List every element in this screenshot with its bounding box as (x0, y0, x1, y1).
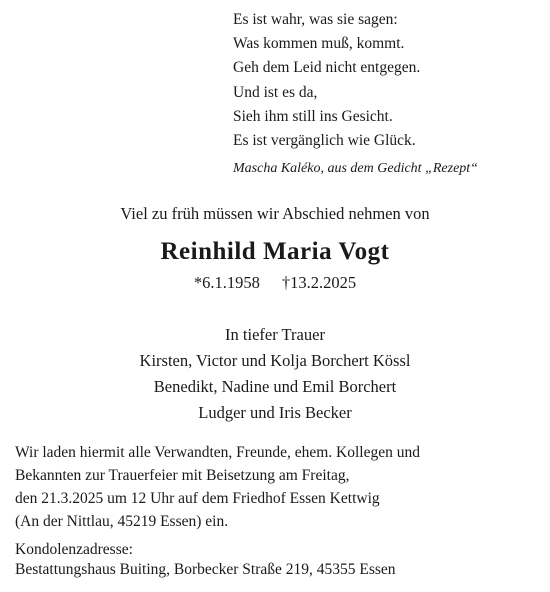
funeral-invitation (15, 441, 420, 533)
poem-line: Geh dem Leid nicht entgegen. (233, 59, 421, 77)
poem-line: Es ist vergänglich wie Glück. (233, 132, 416, 150)
notice-intro: Viel zu früh müssen wir Abschied nehmen von (120, 204, 430, 223)
poem-block (233, 8, 420, 153)
death-date: †13.2.2025 (281, 273, 357, 292)
condolence-address (15, 540, 396, 580)
invitation-line: (An der Nittlau, 45219 Essen) ein. (15, 513, 229, 530)
poem-line: Was kommen muß, kommt. (233, 35, 405, 53)
mourner-line: Kirsten, Victor und Kolja Borchert Kössl (139, 351, 411, 370)
mourner-line: Ludger und Iris Becker (198, 403, 352, 422)
birth-date: *6.1.1958 (193, 273, 260, 292)
mourning-heading: In tiefer Trauer (225, 325, 325, 344)
mourner-line: Benedikt, Nadine und Emil Borchert (153, 377, 397, 396)
invitation-line: Wir laden hiermit alle Verwandten, Freunde, ehem. Kollegen und (15, 444, 420, 461)
condolence-label: Kondolenzadresse: (15, 541, 133, 558)
poem-attribution: Mascha Kaléko, aus dem Gedicht „Rezept“ (233, 161, 478, 176)
poem-line: Und ist es da, (233, 83, 318, 101)
life-dates (0, 273, 550, 293)
poem-line: Es ist wahr, was sie sagen: (233, 11, 398, 28)
deceased-name: Reinhild Maria Vogt (160, 238, 390, 265)
invitation-line: den 21.3.2025 um 12 Uhr auf dem Friedhof Essen Kettwig (15, 490, 380, 507)
poem-line: Sieh ihm still ins Gesicht. (233, 107, 393, 125)
mourners-block (0, 322, 550, 426)
invitation-line: Bekannten zur Trauerfeier mit Beisetzung am Freitag, (15, 467, 350, 484)
condolence-address-text: Bestattungshaus Buiting, Borbecker Straße 219, 45355 Essen (15, 561, 396, 578)
